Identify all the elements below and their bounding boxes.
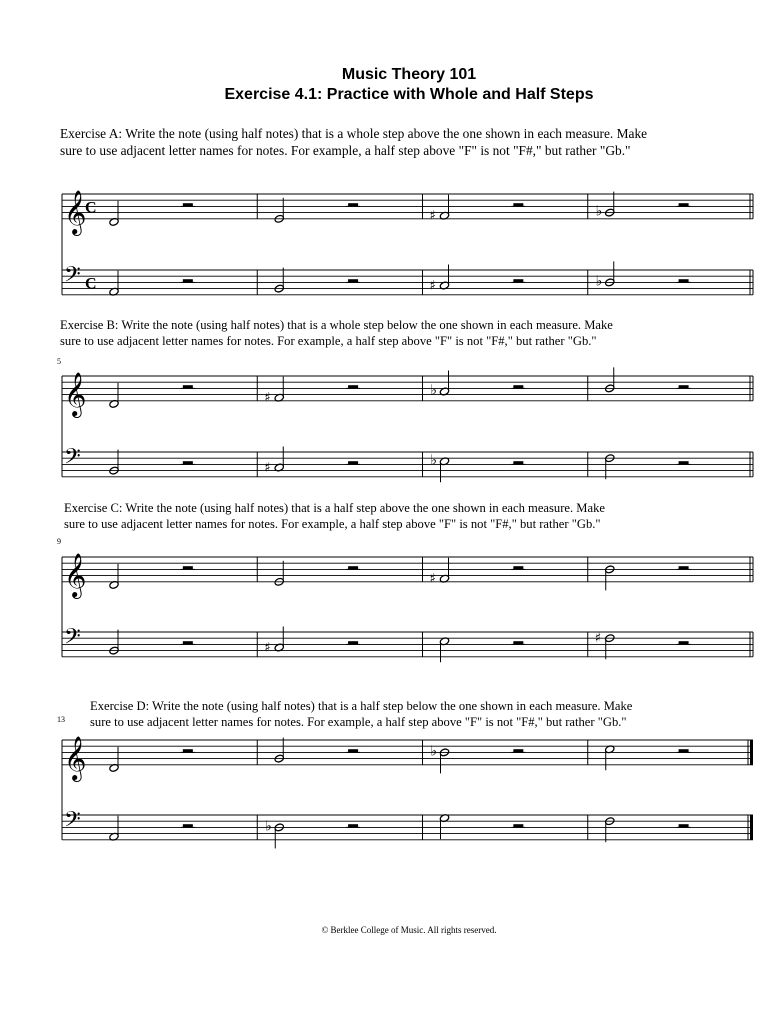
- half-note: [605, 367, 615, 393]
- half-note: [430, 265, 450, 294]
- treble-staff: [62, 194, 753, 219]
- bass-clef-icon: 𝄢: [64, 807, 81, 838]
- instruction-line: Exercise C: Write the note (using half notes) that is a half step above the one shown in each measure. Make: [64, 501, 605, 515]
- sharp-icon: ♯: [264, 640, 271, 656]
- half-note: [274, 561, 284, 587]
- measure-number: 9: [57, 537, 61, 546]
- sharp-icon: ♯: [264, 390, 271, 406]
- flat-icon: ♭: [595, 203, 603, 220]
- sharp-icon: ♯: [429, 208, 436, 224]
- half-note: [109, 564, 119, 590]
- flat-icon: ♭: [430, 743, 438, 760]
- instruction-line: Exercise B: Write the note (using half notes) that is a whole step below the one shown in each measure. Make: [60, 318, 613, 332]
- half-note: [264, 447, 284, 476]
- instruction-line: sure to use adjacent letter names for notes. For example, a half step above "F" is not "F#," but rather "Gb.": [60, 334, 597, 348]
- copyright-notice: © Berklee College of Music. All rights reserved.: [321, 925, 497, 935]
- time-signature: C: [85, 199, 97, 217]
- half-note: [596, 261, 615, 289]
- final-barline-thick: [750, 815, 753, 840]
- bass-staff: [62, 632, 753, 657]
- final-barline-thick: [750, 740, 753, 765]
- instruction-line: sure to use adjacent letter names for notes. For example, a half step above "F" is not "F#," but rather "Gb.": [64, 517, 601, 531]
- half-note: [430, 558, 450, 587]
- half-note: [109, 450, 119, 476]
- half-note: [109, 271, 119, 297]
- sharp-icon: ♯: [264, 460, 271, 476]
- half-note: [605, 454, 615, 480]
- measure-number: 13: [57, 715, 65, 724]
- instruction-line: sure to use adjacent letter names for notes. For example, a half step above "F" is not "F#," but rather "Gb.": [90, 715, 627, 729]
- half-note: [109, 201, 119, 227]
- treble-staff: [62, 557, 753, 582]
- half-note: [439, 814, 449, 840]
- instruction-line: sure to use adjacent letter names for notes. For example, a half step above "F" is not "F#," but rather "Gb.": [60, 143, 631, 158]
- half-note: [109, 383, 119, 409]
- flat-icon: ♭: [595, 273, 603, 290]
- half-note: [109, 816, 119, 842]
- page-subtitle: Exercise 4.1: Practice with Whole and Half Steps: [224, 86, 594, 103]
- half-note: [109, 630, 119, 656]
- bass-clef-icon: 𝄢: [64, 624, 81, 655]
- half-note: [109, 747, 119, 773]
- half-note: [595, 631, 615, 659]
- half-note: [439, 637, 449, 663]
- half-note: [274, 198, 284, 224]
- flat-icon: ♭: [265, 818, 272, 835]
- treble-clef-icon: 𝄞: [64, 371, 87, 416]
- half-note: [431, 452, 450, 482]
- sharp-icon: ♯: [594, 631, 602, 647]
- flat-icon: ♭: [430, 452, 438, 469]
- half-note: [264, 377, 284, 406]
- half-note: [605, 817, 615, 843]
- half-note: [264, 627, 284, 656]
- sharp-icon: ♯: [429, 571, 436, 587]
- page-title: Music Theory 101: [341, 66, 477, 83]
- treble-clef-icon: 𝄞: [64, 189, 87, 234]
- instruction-line: Exercise A: Write the note (using half notes) that is a whole step above the one shown in each measure. Make: [60, 126, 648, 141]
- treble-staff: [62, 740, 753, 765]
- bass-staff: [62, 815, 753, 840]
- sharp-icon: ♯: [429, 278, 436, 294]
- treble-staff: [62, 376, 753, 401]
- half-note: [605, 745, 615, 771]
- half-note: [596, 192, 615, 220]
- bass-clef-icon: 𝄢: [64, 262, 81, 293]
- bass-staff: [62, 270, 753, 295]
- time-signature: C: [85, 275, 97, 293]
- half-note: [430, 195, 450, 224]
- treble-clef-icon: 𝄞: [64, 735, 87, 780]
- measure-number: 5: [57, 357, 61, 366]
- bass-staff: [62, 452, 753, 477]
- instruction-line: Exercise D: Write the note (using half notes) that is a half step below the one shown in each measure. Make: [90, 699, 633, 713]
- half-note: [274, 738, 284, 764]
- flat-icon: ♭: [430, 382, 438, 399]
- treble-clef-icon: 𝄞: [64, 552, 87, 597]
- bass-clef-icon: 𝄢: [64, 444, 81, 475]
- half-note: [605, 565, 615, 591]
- half-note: [274, 268, 284, 294]
